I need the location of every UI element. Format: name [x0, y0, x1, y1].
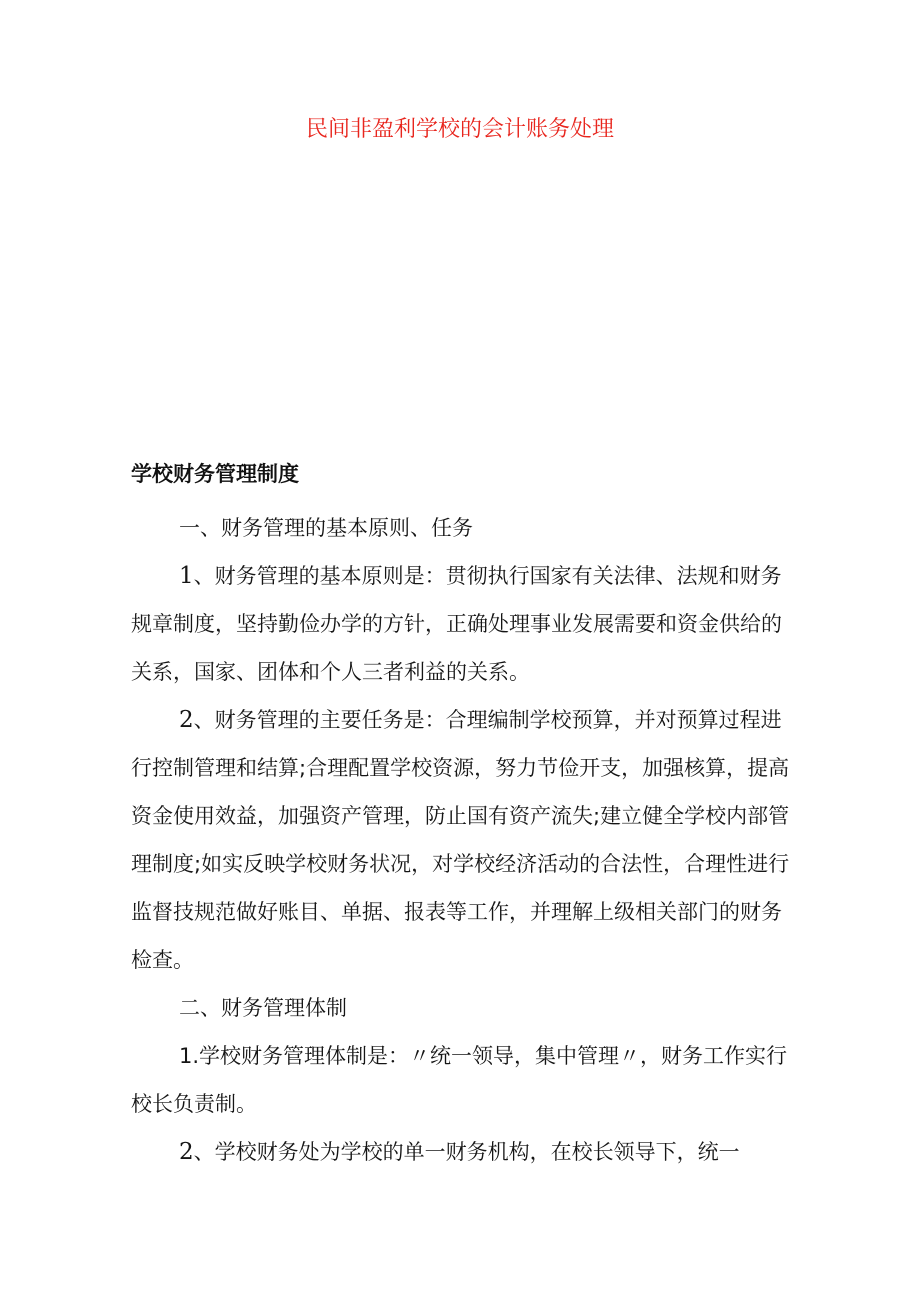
paragraph-number: 2: [179, 707, 194, 733]
paragraph-finance-office: [131, 1128, 793, 1176]
document-body: [131, 504, 793, 1176]
paragraph-text: 1.学校财务管理体制是：〃统一领导，集中管理〃，财务工作实行校长负责制。: [131, 1044, 788, 1116]
paragraph-number: 2: [179, 1139, 194, 1165]
document-title: 民间非盈利学校的会计账务处理: [305, 117, 614, 142]
paragraph-text: 、学校财务处为学校的单一财务机构，在校长领导下，统一: [193, 1140, 740, 1164]
paragraph-text: 一、财务管理的基本原则、任务: [179, 516, 473, 540]
paragraph-system-heading: [131, 984, 793, 1032]
paragraph-main-tasks: [131, 696, 793, 984]
paragraph-number: 1: [179, 563, 194, 589]
paragraph-basic-principles: [131, 552, 793, 696]
section-heading: 学校财务管理制度: [131, 462, 299, 486]
paragraph-text: 、财务管理的基本原则是：贯彻执行国家有关法律、法规和财务规章制度，坚持勤俭办学的方针，正确处理事业发展需要和资金供给的关系，国家、团体和个人三者利益的关系。: [131, 564, 782, 684]
paragraph-principles-heading: [131, 504, 793, 552]
paragraph-system-definition: [131, 1032, 793, 1128]
paragraph-text: 二、财务管理体制: [179, 996, 347, 1020]
paragraph-text: 、财务管理的主要任务是：合理编制学校预算，并对预算过程进行控制管理和结算;合理配置学校资源，努力节俭开支，加强核算，提高资金使用效益，加强资产管理，防止国有资产流失;建立健全学校内部管理制度;如实反映学校财务状况，对学校经济活动的合法性，合理性进行监督技规范做好账目、单据、报表等工作，并理解上级相关部门的财务检查。: [131, 708, 790, 972]
